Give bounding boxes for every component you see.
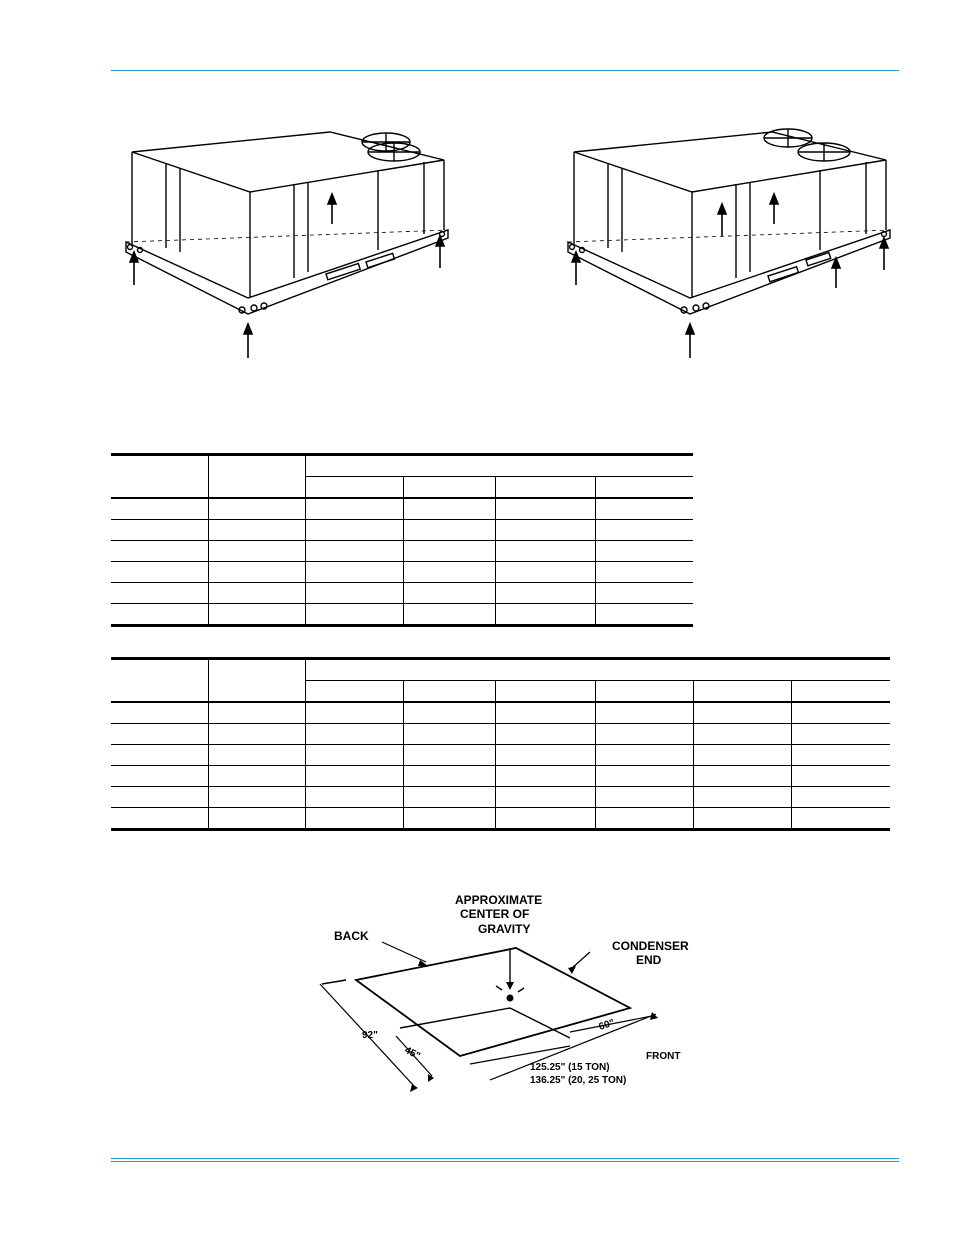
table-row [111, 702, 890, 724]
header-rule [111, 70, 899, 71]
header-group-cell [305, 455, 693, 477]
header-cell [495, 477, 595, 499]
front-label: FRONT [646, 1051, 681, 1062]
table-row [111, 498, 693, 520]
table-row [111, 724, 890, 745]
rooftop-unit-illustration-right [560, 120, 900, 370]
dim-length-15-ton: 125.25" (15 TON) [530, 1062, 610, 1073]
table-row [111, 808, 890, 830]
table-row [111, 745, 890, 766]
footer-rule [111, 1158, 899, 1162]
condenser-label-line-2: END [636, 953, 662, 967]
table-row [111, 766, 890, 787]
table-header-row [111, 659, 890, 681]
header-cell [111, 455, 208, 499]
back-label: BACK [334, 929, 369, 943]
table-row [111, 604, 693, 626]
condenser-label-line-1: CONDENSER [612, 939, 689, 953]
unit-base-outline [356, 948, 630, 1056]
cg-label-line-3: GRAVITY [478, 922, 531, 936]
header-cell [595, 477, 693, 499]
corner-weights-table [111, 453, 693, 627]
table-row [111, 787, 890, 808]
center-of-gravity-diagram [300, 880, 720, 1120]
table-row [111, 583, 693, 604]
dim-45: 45" [402, 1044, 422, 1063]
center-of-gravity-marker [507, 995, 514, 1002]
rooftop-unit-illustration-left [118, 120, 458, 370]
table-header-row [111, 455, 693, 477]
dim-length-20-25-ton: 136.25" (20, 25 TON) [530, 1075, 627, 1086]
header-cell [208, 659, 305, 703]
header-cell [208, 455, 305, 499]
header-cell [111, 659, 208, 703]
header-cell [403, 477, 495, 499]
dim-60: 60" [597, 1017, 617, 1033]
header-group-cell [305, 659, 890, 681]
cg-label-line-1: APPROXIMATE [455, 893, 543, 907]
dim-92: 92" [362, 1030, 378, 1041]
cg-label-line-2: CENTER OF [460, 907, 530, 921]
table-row [111, 562, 693, 583]
six-point-weights-table [111, 657, 890, 831]
table-row [111, 541, 693, 562]
header-cell [305, 477, 403, 499]
table-row [111, 520, 693, 541]
